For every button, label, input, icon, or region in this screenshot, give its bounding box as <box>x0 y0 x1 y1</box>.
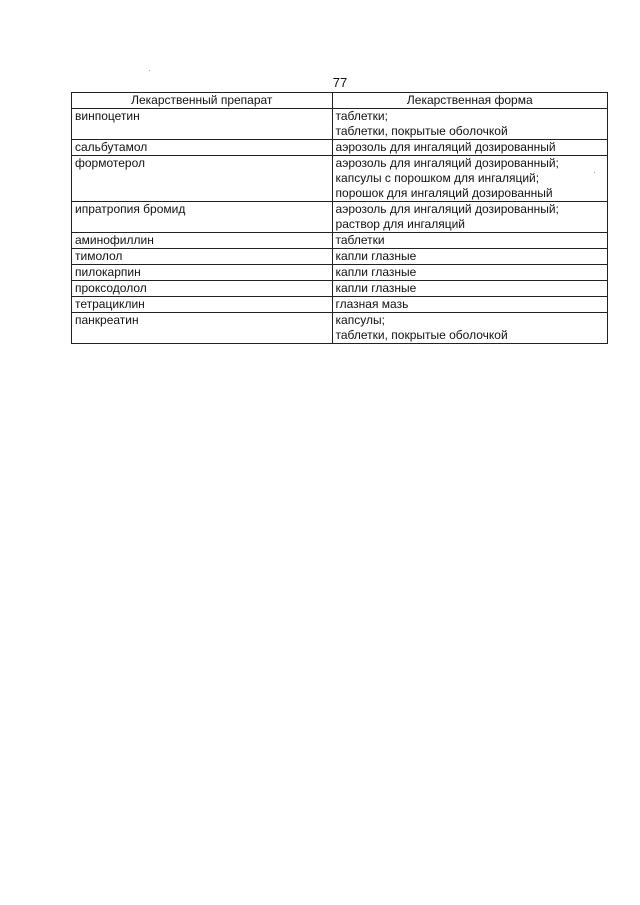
table-row <box>72 281 608 297</box>
table-row <box>72 202 608 233</box>
dosage-form-line: аэрозоль для ингаляций дозированный; <box>335 202 559 216</box>
dosage-form-cell <box>332 109 607 140</box>
drug-name-cell: формотерол <box>72 156 333 202</box>
dosage-form-line: раствор для ингаляций <box>335 217 466 231</box>
dosage-form-line: аэрозоль для ингаляций дозированный; <box>335 156 559 170</box>
dosage-form-line: таблетки, покрытые оболочкой <box>335 328 508 342</box>
dosage-form-line: капли глазные <box>335 281 417 295</box>
dosage-form-line: аэрозоль для ингаляций дозированный <box>335 140 556 154</box>
dosage-form-line: таблетки, покрытые оболочкой <box>335 124 508 138</box>
table-row <box>72 265 608 281</box>
dosage-form-line: капли глазные <box>335 249 417 263</box>
scan-speck <box>149 70 150 71</box>
drug-name-cell: пилокарпин <box>72 265 333 281</box>
dosage-form-cell <box>332 313 607 344</box>
drug-name-cell: тимолол <box>72 249 333 265</box>
dosage-form-cell <box>332 281 607 297</box>
drug-name-cell: панкреатин <box>72 313 333 344</box>
drug-name-cell: сальбутамол <box>72 140 333 156</box>
table-row <box>72 297 608 313</box>
drug-name-cell: проксодолол <box>72 281 333 297</box>
table-row <box>72 249 608 265</box>
dosage-form-cell <box>332 265 607 281</box>
table-body <box>72 109 608 344</box>
drug-name-cell: аминофиллин <box>72 233 333 249</box>
dosage-form-line: таблетки; <box>335 109 388 123</box>
table-row <box>72 140 608 156</box>
header-form: Лекарственная форма <box>332 93 607 109</box>
dosage-form-line: капсулы с порошком для ингаляций; <box>335 171 540 185</box>
table-row <box>72 109 608 140</box>
header-drug: Лекарственный препарат <box>72 93 333 109</box>
dosage-form-cell <box>332 297 607 313</box>
dosage-form-line: порошок для ингаляций дозированный <box>335 186 553 200</box>
dosage-form-cell <box>332 249 607 265</box>
dosage-form-line: капли глазные <box>335 265 417 279</box>
dosage-form-cell <box>332 140 607 156</box>
dosage-form-cell <box>332 233 607 249</box>
drug-name-cell: ипратропия бромид <box>72 202 333 233</box>
table-header-row <box>72 93 608 109</box>
drug-name-cell: тетрациклин <box>72 297 333 313</box>
table-row <box>72 313 608 344</box>
dosage-form-line: таблетки <box>335 233 385 247</box>
table-row <box>72 156 608 202</box>
drug-name-cell: винпоцетин <box>72 109 333 140</box>
drug-form-table <box>71 92 608 344</box>
dosage-form-cell <box>332 202 607 233</box>
dosage-form-cell <box>332 156 607 202</box>
page-number: 77 <box>332 75 348 90</box>
dosage-form-line: капсулы; <box>335 313 385 327</box>
table-row <box>72 233 608 249</box>
dosage-form-line: глазная мазь <box>335 297 409 311</box>
